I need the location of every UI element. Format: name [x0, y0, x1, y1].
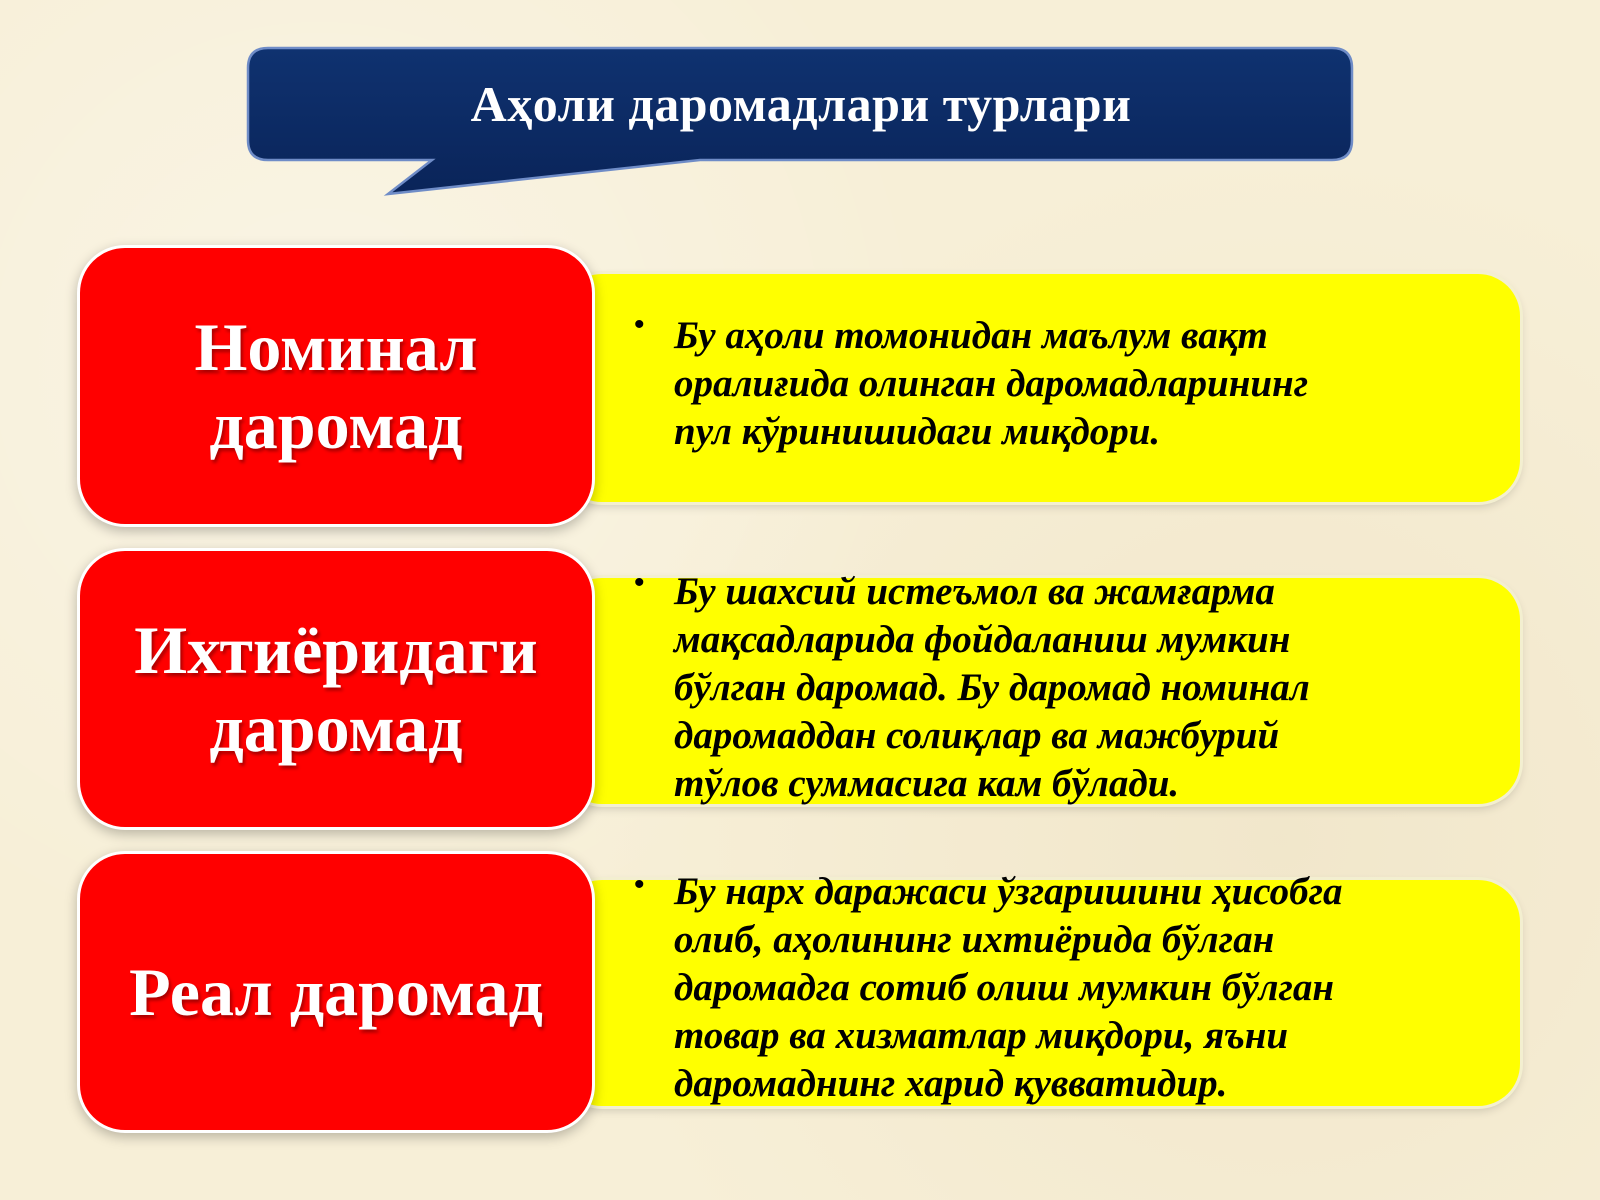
bullet-icon: •	[634, 566, 645, 599]
bullet-icon: •	[634, 868, 645, 901]
income-type-label: Ихтиёридаги даромад	[134, 612, 538, 766]
label-box	[77, 245, 595, 527]
description-text: Бу нарх даражаси ўзгаришини ҳисобга олиб, аҳолининг ихтиёрида бўлган даромадга сотиб олиш мумкин бўлган товар ва хизматлар миқдори, яъни даромаднинг харид қувватидир.	[674, 870, 1343, 1105]
description-text: Бу шахсий истеъмол ва жамғарма мақсадларида фойдаланиш мумкин бўлган даромад. Бу даромад номинал даромаддан солиқлар ва мажбурий тўлов суммасига кам бўлади.	[674, 570, 1310, 805]
income-type-label: Номинал даромад	[194, 309, 478, 463]
label-box	[77, 851, 595, 1133]
income-type-label: Реал даромад	[129, 954, 543, 1030]
description-text: Бу аҳоли томонидан маълум вақт оралиғида олинган даромадларининг пул кўринишидаги миқдори.	[674, 314, 1309, 453]
bullet-icon: •	[634, 308, 645, 341]
page-title: Аҳоли даромадлари турлари	[470, 76, 1132, 132]
label-box	[77, 548, 595, 830]
